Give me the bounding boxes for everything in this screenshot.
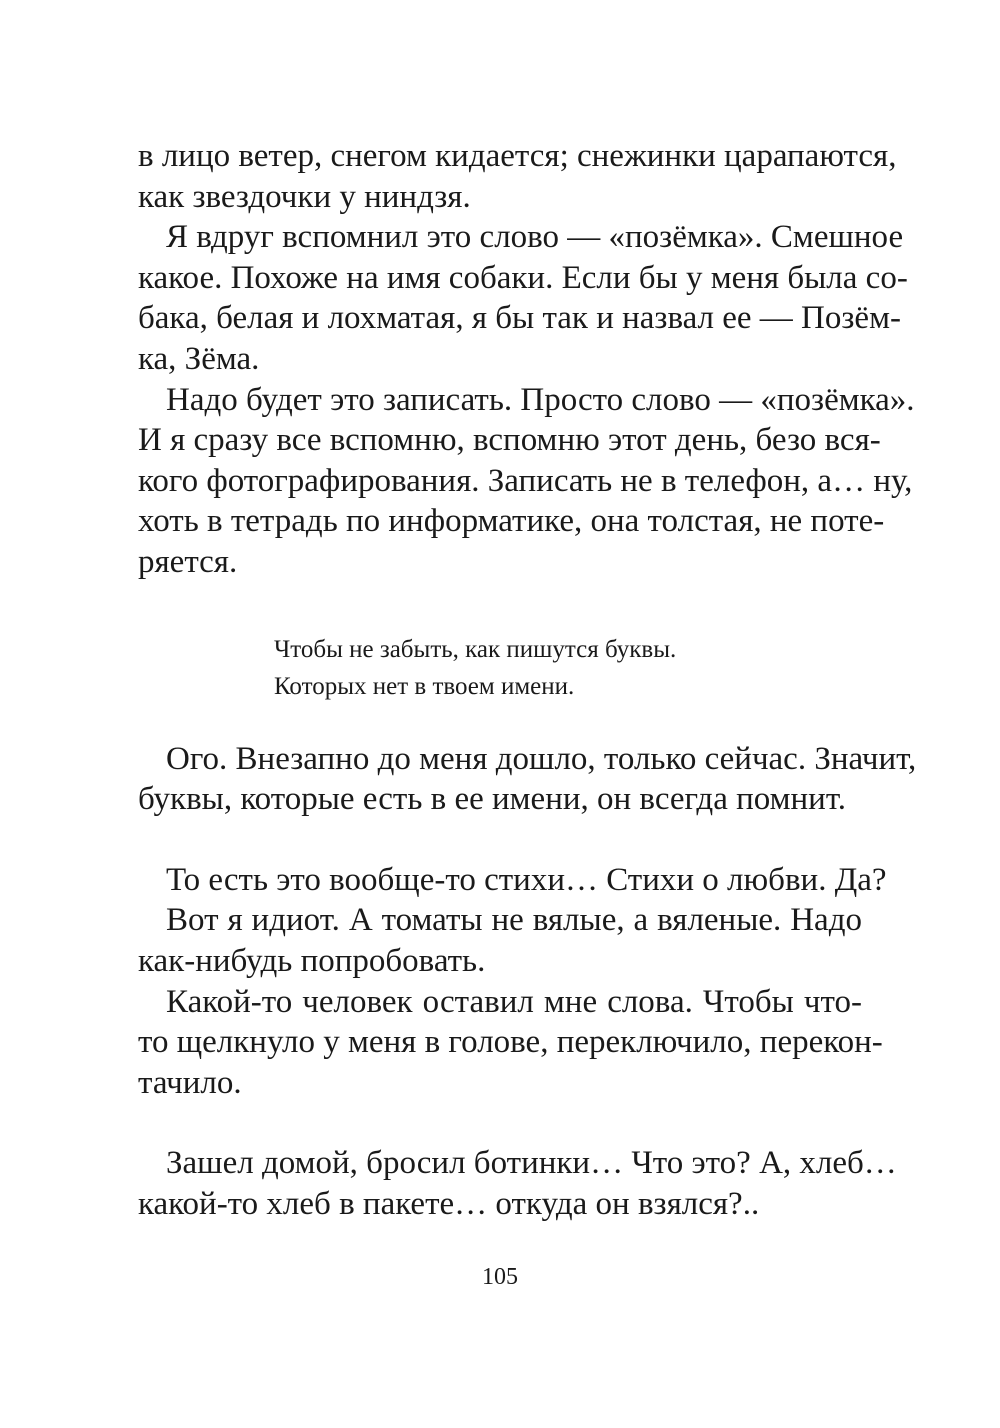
text-line: хоть в тетрадь по информатике, она толстая, не поте- — [138, 503, 885, 540]
text-line: Я вдруг вспомнил это слово — «позёмка». Смешное — [166, 219, 904, 256]
text-line: Зашел домой, бросил ботинки… Что это? А, хлеб… — [166, 1145, 897, 1182]
verse-quote — [138, 631, 862, 705]
text-line: Какой-то человек оставил мне слова. Чтобы что- — [166, 983, 862, 1020]
verse-line: Чтобы не забыть, как пишутся буквы. — [274, 635, 677, 663]
text-line: как-нибудь попробовать. — [138, 942, 486, 979]
spacer — [138, 1103, 862, 1143]
text-line: То есть это вообще-то стихи… Стихи о любви. Да? — [166, 861, 887, 898]
spacer — [138, 820, 862, 860]
body-text — [138, 136, 917, 1224]
text-line: тачило. — [138, 1064, 242, 1101]
text-line: в лицо ветер, снегом кидается; снежинки царапаются, — [138, 138, 897, 174]
page-number: 105 — [482, 1264, 518, 1290]
text-line: ряется. — [138, 543, 238, 580]
text-line: какое. Похоже на имя собаки. Если бы у меня была со- — [138, 259, 908, 296]
text-line: Ого. Внезапно до меня дошло, только сейчас. Значит, — [166, 740, 917, 777]
text-line: бака, белая и лохматая, я бы так и назвал ее — Позём- — [138, 300, 901, 337]
text-line: как звездочки у ниндзя. — [138, 178, 471, 215]
text-line: кого фотографирования. Записать не в телефон, а… ну, — [138, 462, 913, 499]
spacer — [138, 705, 862, 739]
text-line: ка, Зёма. — [138, 340, 260, 377]
text-line: Надо будет это записать. Просто слово — «позёмка». — [166, 381, 915, 418]
text-line: буквы, которые есть в ее имени, он всегда помнит. — [138, 781, 847, 818]
text-line: И я сразу все вспомню, вспомню этот день, безо вся- — [138, 422, 881, 459]
text-line: какой-то хлеб в пакете… откуда он взялся?.. — [138, 1185, 760, 1222]
text-line: Вот я идиот. А томаты не вялые, а вяленые. Надо — [166, 902, 862, 939]
text-line: то щелкнуло у меня в голове, переключило, перекон- — [138, 1024, 883, 1061]
spacer — [138, 583, 862, 631]
verse-line: Которых нет в твоем имени. — [274, 672, 575, 700]
